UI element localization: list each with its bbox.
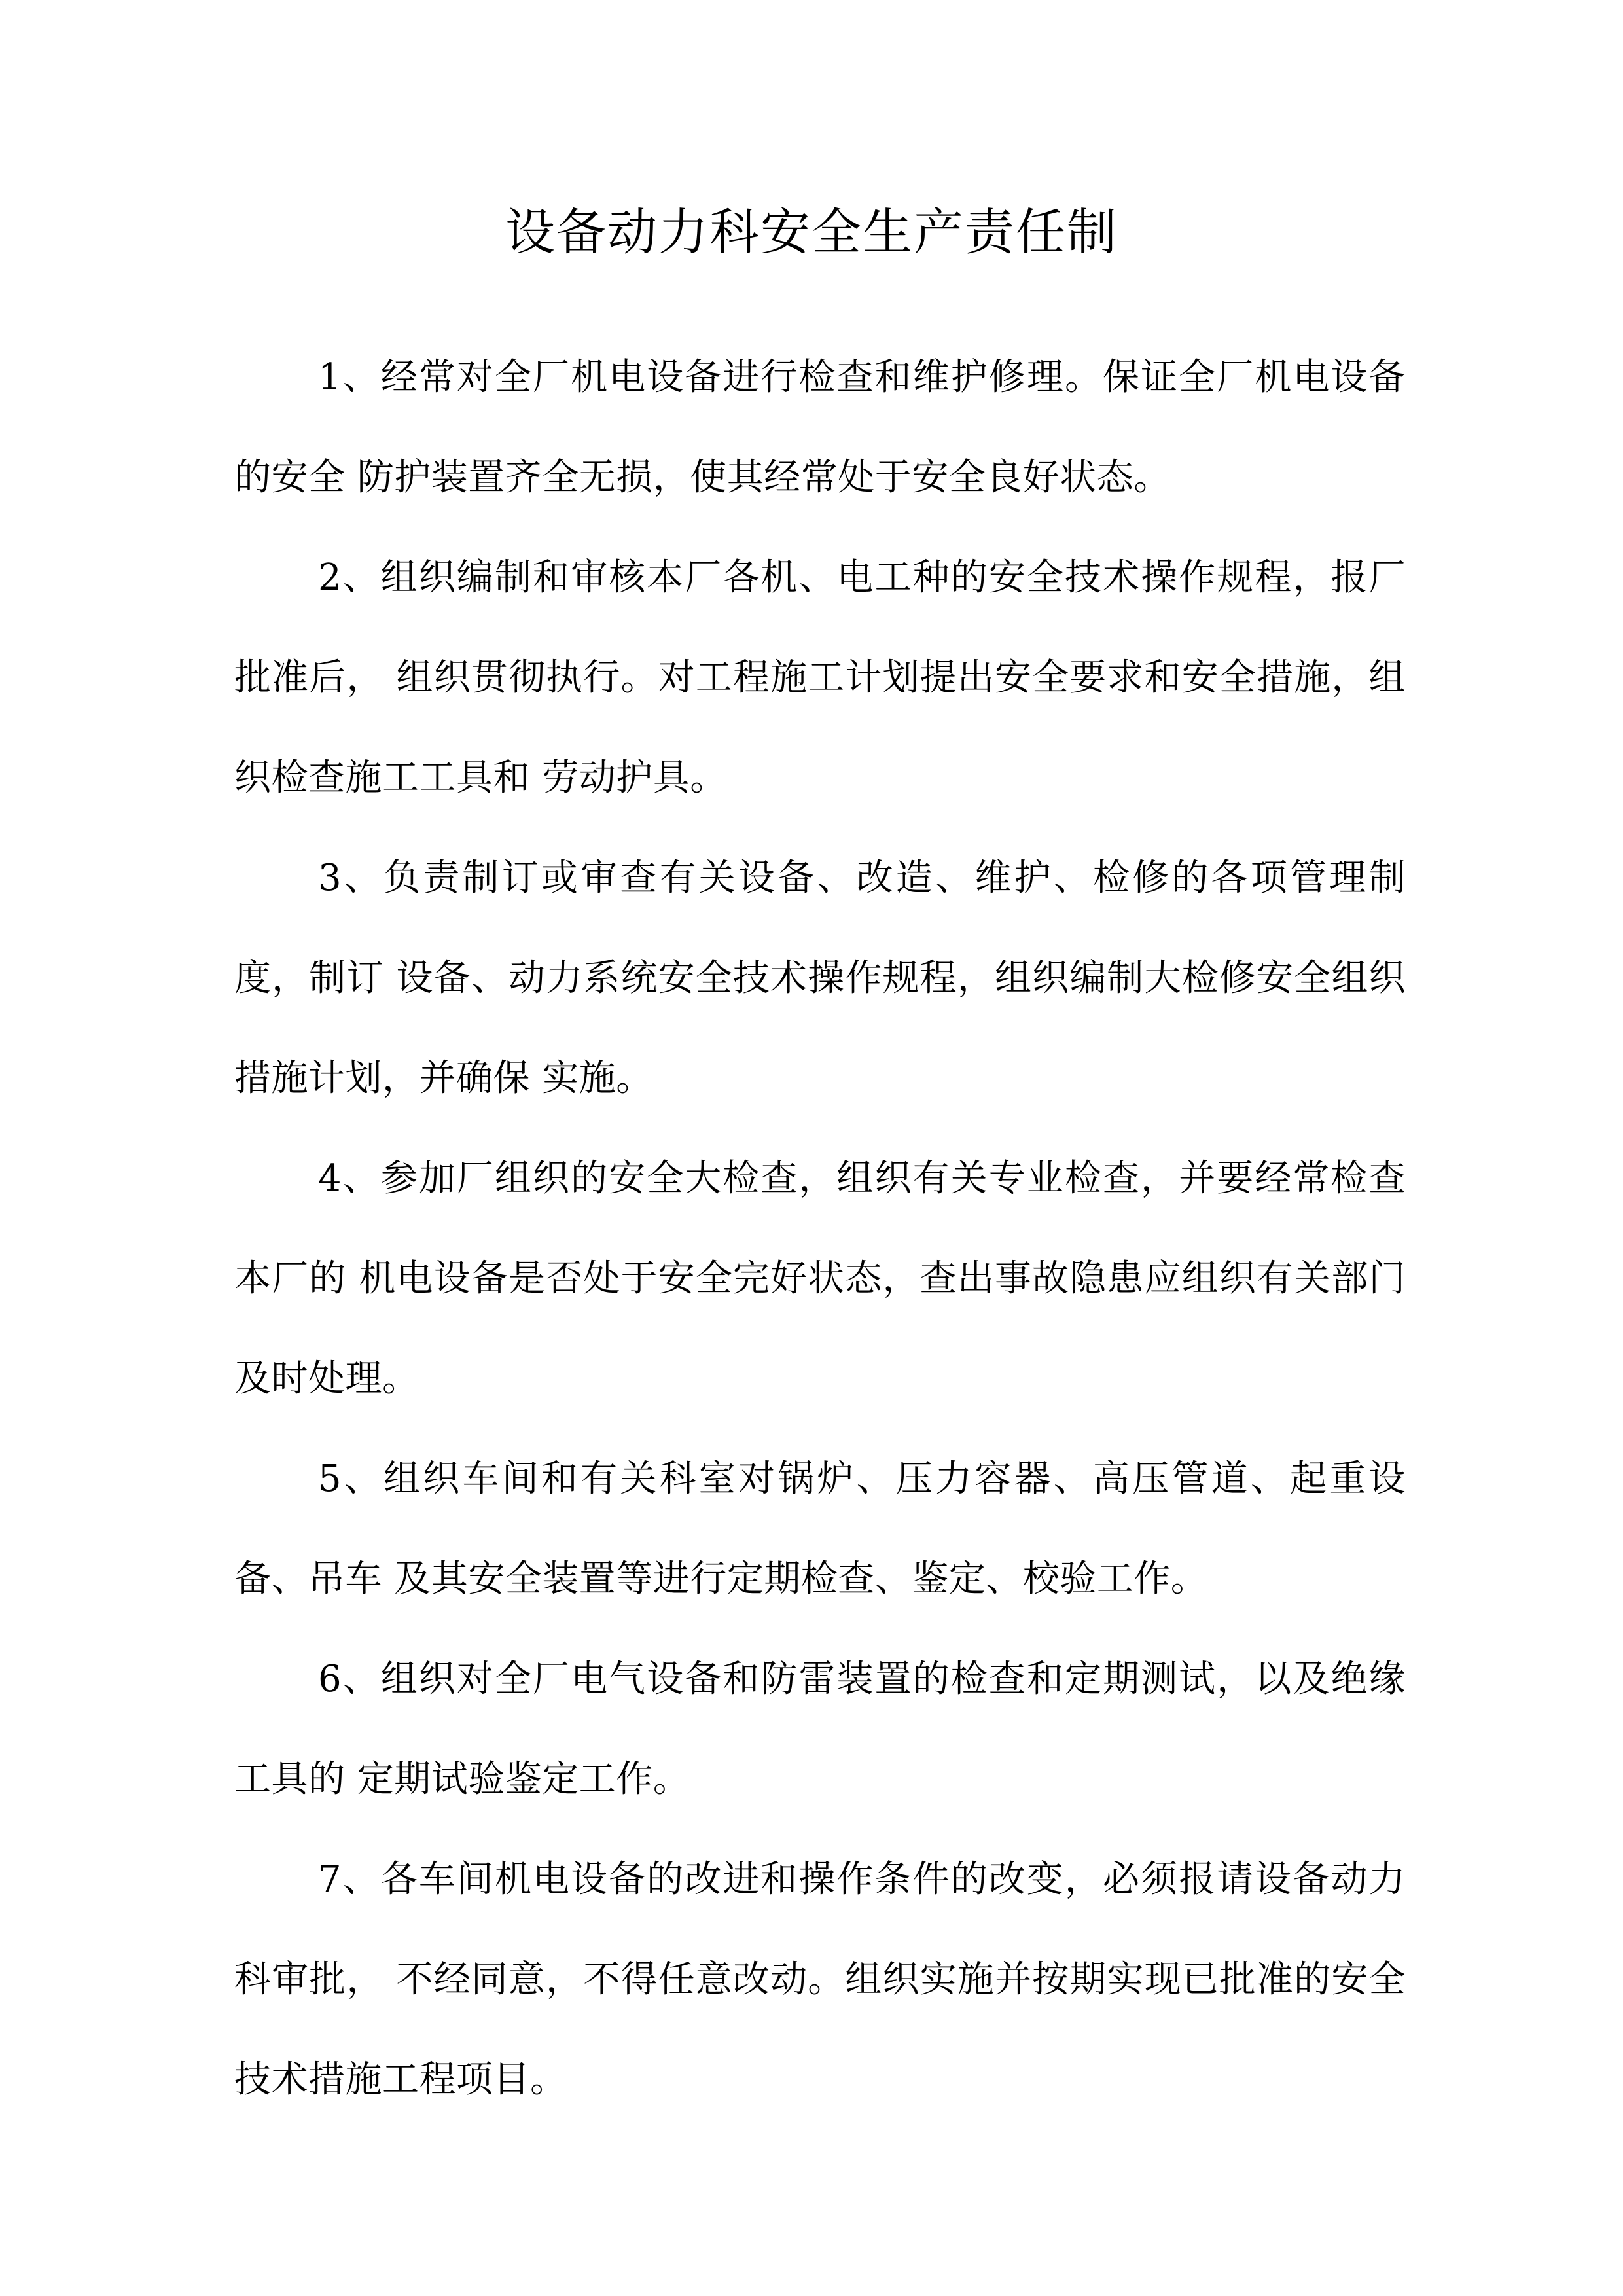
paragraph-2: 2、组织编制和审核本厂各机、电工种的安全技术操作规程，报厂批准后， 组织贯彻执行。对工程施工计划提出安全要求和安全措施，组织检查施工工具和 劳动护具。 <box>234 556 1406 799</box>
paragraph-3: 3、负责制订或审查有关设备、改造、维护、检修的各项管理制度，制订 设备、动力系统安全技术操作规程，组织编制大检修安全组织措施计划，并确保 实施。 <box>234 857 1406 1100</box>
paragraph-6: 6、组织对全厂电气设备和防雷装置的检查和定期测试，以及绝缘工具的 定期试验鉴定工作。 <box>234 1658 1406 1801</box>
paragraph-1: 1、经常对全厂机电设备进行检查和维护修理。保证全厂机电设备的安全 防护装置齐全无损，使其经常处于安全良好状态。 <box>234 356 1406 499</box>
document-body <box>234 327 1406 2130</box>
paragraph-7: 7、各车间机电设备的改进和操作条件的改变，必须报请设备动力科审批， 不经同意，不得任意改动。组织实施并按期实现已批准的安全技术措施工程项目。 <box>234 1858 1406 2101</box>
paragraph-5: 5、组织车间和有关科室对锅炉、压力容器、高压管道、起重设备、吊车 及其安全装置等进行定期检查、鉴定、校验工作。 <box>234 1458 1406 1600</box>
document-title: 设备动力科安全生产责任制 <box>505 203 1118 261</box>
paragraph-4: 4、参加厂组织的安全大检查，组织有关专业检查，并要经常检查本厂的 机电设备是否处于安全完好状态，查出事故隐患应组织有关部门及时处理。 <box>234 1157 1406 1400</box>
